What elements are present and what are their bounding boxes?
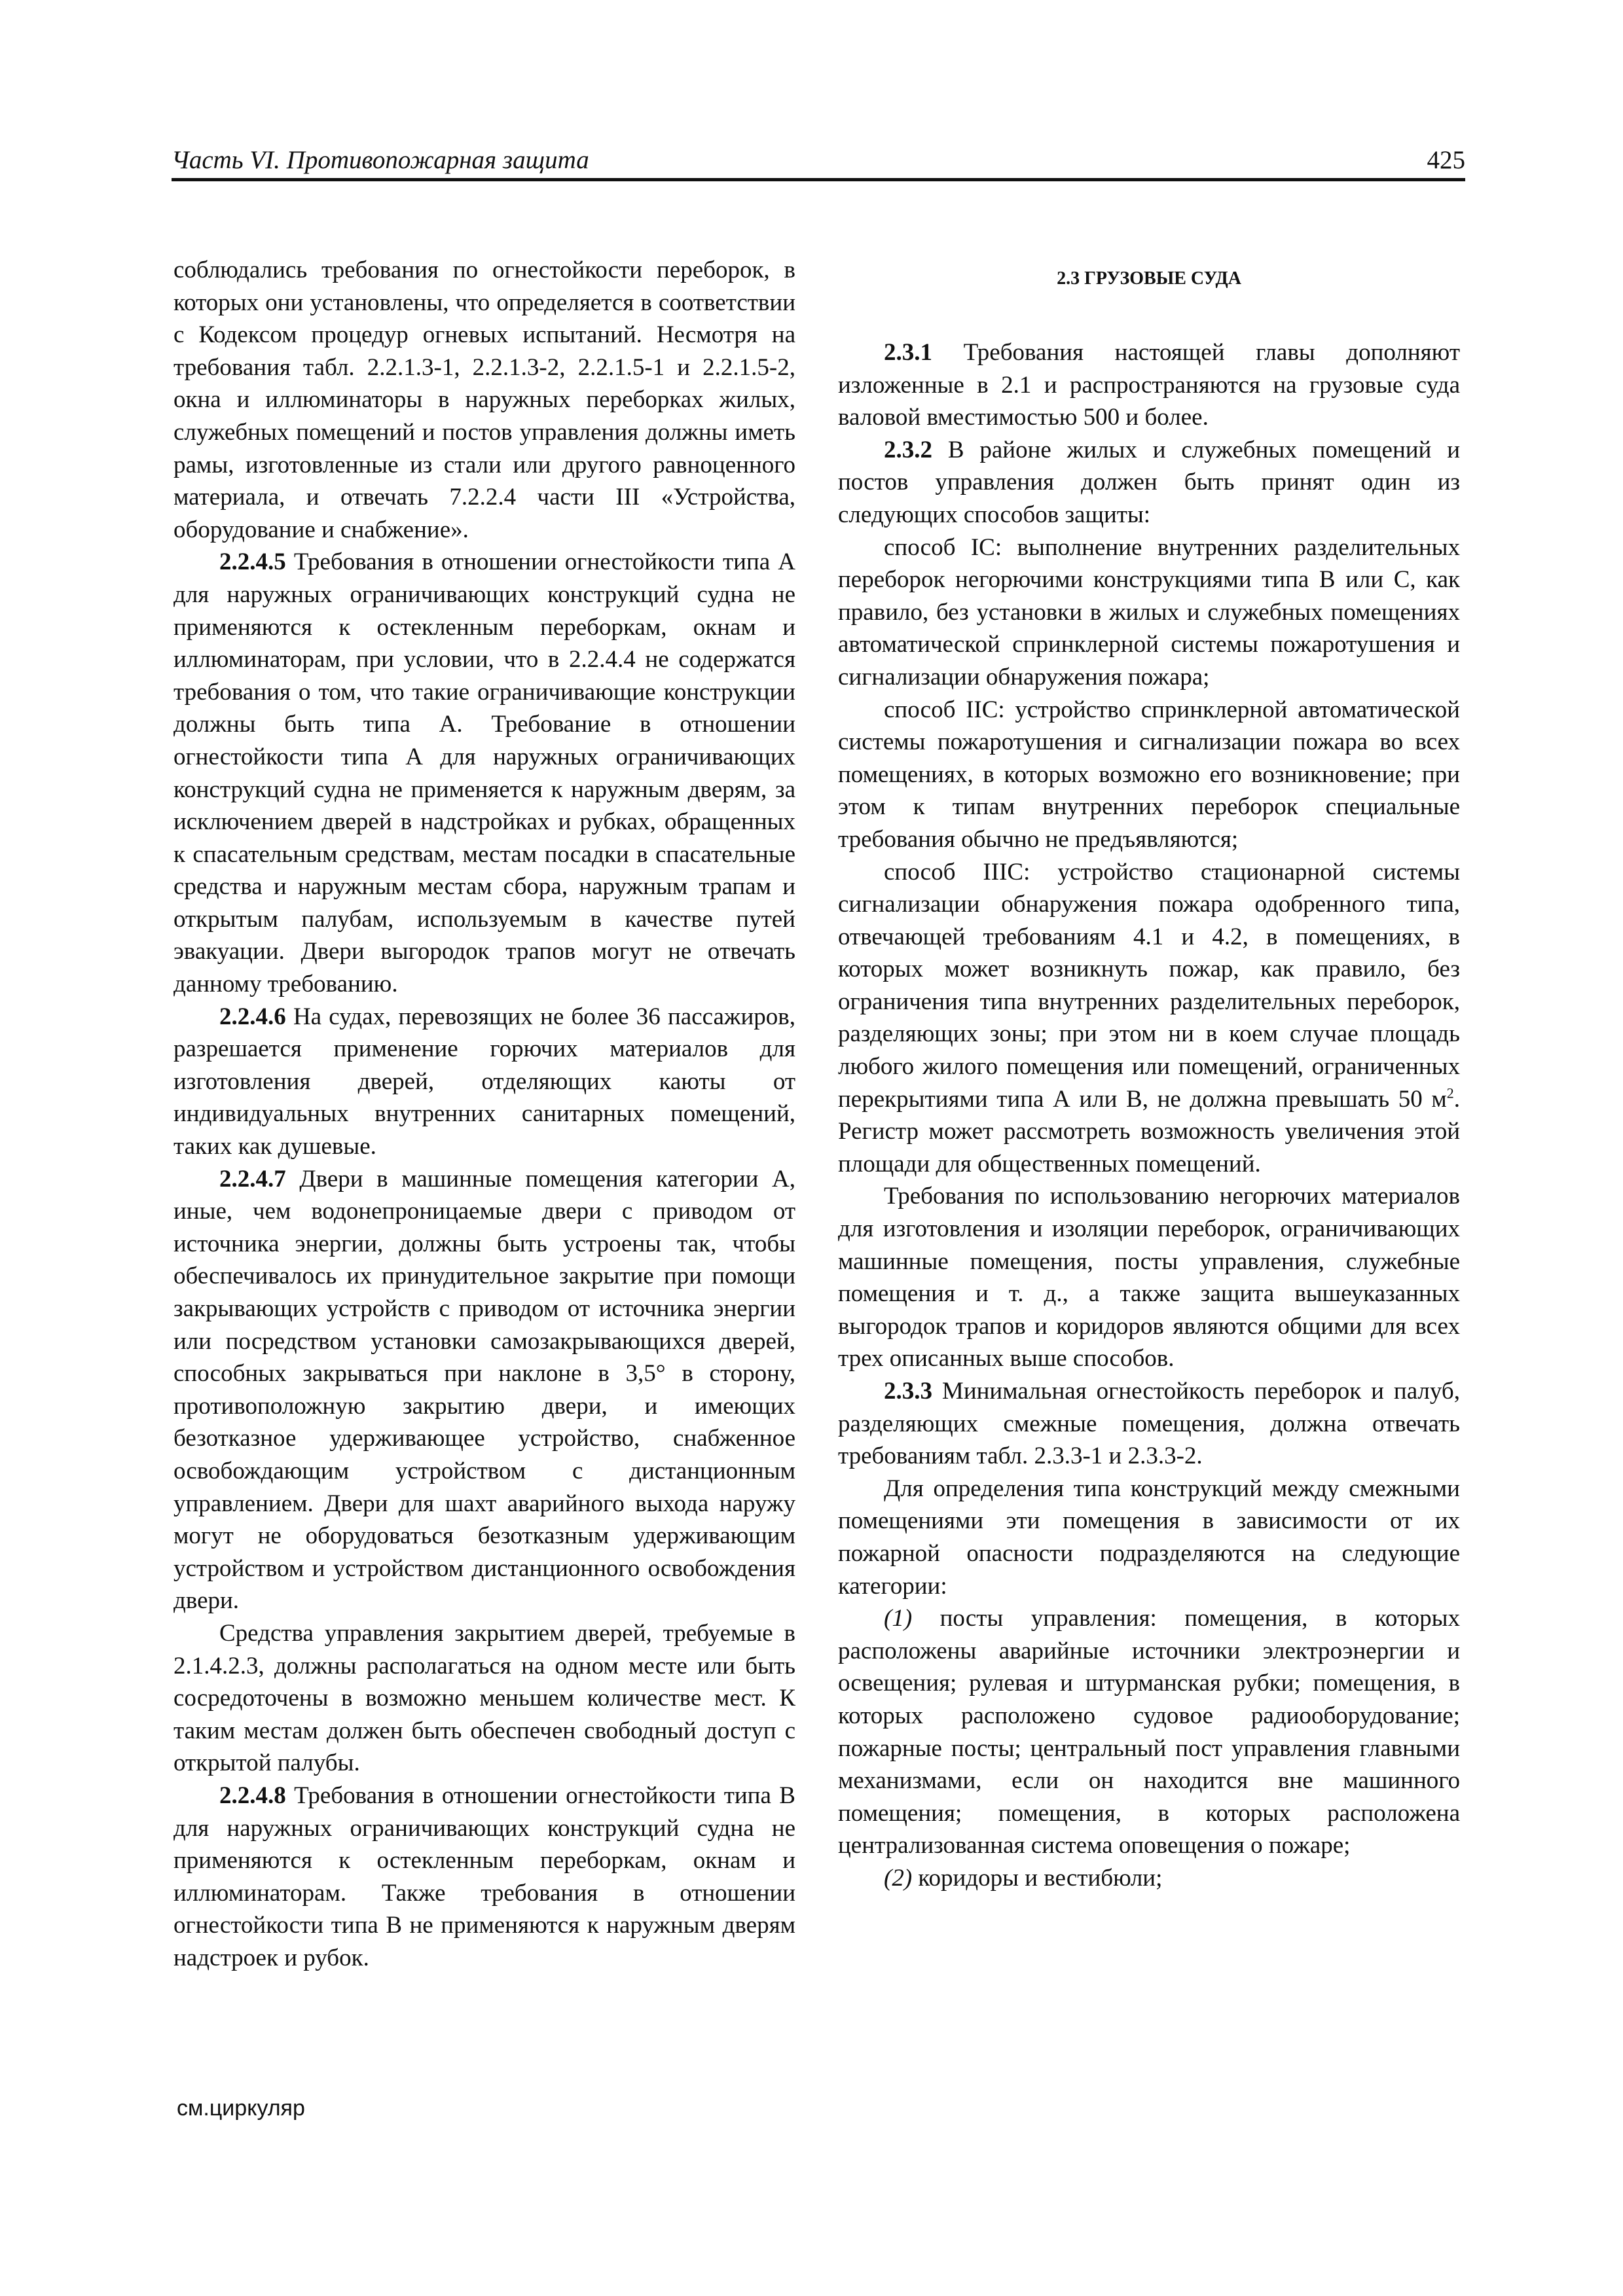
clause-2.2.4.6: 2.2.4.6 На судах, перевозящих не более 36 пассажиров, разрешается применение горючих материалов для изготовления дверей, отделяющих каюты от индивидуальных внутренних санитарных помещений, таких как душевые. bbox=[173, 1003, 795, 1160]
item-number: (2) bbox=[884, 1864, 913, 1892]
paragraph: Требования по использованию негорючих материалов для изготовления и изоляции переборок, ограничивающих машинные помещения, посты управления, служебные помещения и т. д., а также защита вышеуказанных выгородок трапов и коридоров являются общими для всех трех описанных выше способов. bbox=[838, 1183, 1460, 1372]
paragraph: Для определения типа конструкций между смежными помещениями эти помещения в зависимости от их пожарной опасности подразделяются на следующие категории: bbox=[838, 1475, 1460, 1600]
category-1: (1) посты управления: помещения, в которых расположены аварийные источники электроэнергии и освещения; рулевая и штурманская рубки; помещения, в которых расположено судовое радиооборудование; пожарные посты; центральный пост управления главными механизмами, если он находится вне машинного помещения; помещения, в которых расположена централизованная система оповещения о пожаре; bbox=[838, 1605, 1460, 1859]
page-number: 425 bbox=[1427, 146, 1465, 174]
item-number: (1) bbox=[884, 1605, 913, 1632]
clause-2.3.1: 2.3.1 Требования настоящей главы дополняют изложенные в 2.1 и распространяются на грузовые суда валовой вместимостью 500 и более. bbox=[838, 339, 1460, 431]
right-column bbox=[838, 254, 1460, 1895]
running-header bbox=[172, 143, 1465, 181]
method-ic: способ IC: выполнение внутренних разделительных переборок негорючими конструкциями типа В или С, как правило, без установки в жилых и служебных помещениях автоматической спринклерной системы пожаротушения и сигнализации обнаружения пожара; bbox=[838, 533, 1460, 691]
clause-2.2.4.7: 2.2.4.7 Двери в машинные помещения категории А, иные, чем водонепроницаемые двери с приводом от источника энергии, должны быть устроены так, чтобы обеспечивалось их принудительное закрытие при помощи закрывающих устройств с приводом от источника энергии или посредством установки самозакрывающихся дверей, способных закрываться при наклоне в 3,5° в сторону, противоположную закрытию двери, и имеющих безотказное удерживающее устройство, снабженное освобождающим устройством с дистанционным управлением. Двери для шахт аварийного выхода наружу могут не оборудоваться безотказным удерживающим устройством и устройством дистанционного освобождения двери. bbox=[173, 1165, 795, 1615]
method-iic: способ IIC: устройство спринклерной автоматической системы пожаротушения и сигнализации пожара во всех помещениях, в которых возможно его возникновение; при этом к типам внутренних переборок специальные требования обычно не предъявляются; bbox=[838, 696, 1460, 853]
left-column bbox=[173, 254, 795, 1974]
clause-number: 2.2.4.8 bbox=[219, 1782, 286, 1809]
paragraph: Средства управления закрытием дверей, требуемые в 2.1.4.2.3, должны располагаться на одном месте или быть сосредоточены в возможно меньшем количестве мест. К таким местам должен быть обеспечен свободный доступ с открытой палубы. bbox=[173, 1619, 795, 1777]
method-iiic: способ IIIC: устройство стационарной системы сигнализации обнаружения пожара одобренного типа, отвечающей требованиям 4.1 и 4.2, в помещениях, в которых может возникнуть пожар, как правило, без ограничения типа внутренних разделительных переборок, разделяющих зоны; при этом ни в коем случае площадь любого жилого помещения или помещений, ограниченных перекрытиями типа А или В, не должна превышать 50 $м^2$. Регистр может рассмотреть возможность увеличения этой площади для общественных помещений. bbox=[838, 858, 1460, 1177]
footnote-link[interactable]: см.циркуляр bbox=[177, 2096, 305, 2121]
section-title: 2.3 ГРУЗОВЫЕ СУДА bbox=[1057, 268, 1241, 289]
clause-2.2.4.5: 2.2.4.5 Требования в отношении огнестойкости типа А для наружных ограничивающих конструкций судна не применяются к остекленным переборкам, окнам и иллюминаторам, при условии, что в 2.2.4.4 не содержатся требования о том, что такие ограничивающие конструкции должны быть типа А. Требование в отношении огнестойкости типа А для наружных ограничивающих конструкций судна не применяется к наружным дверям, за исключением дверей в надстройках и рубках, обращенных к спасательным средствам, местам посадки в спасательные средства и наружным местам сбора, наружным трапам и открытым палубам, используемым в качестве путей эвакуации. Двери выгородок трапов могут не отвечать данному требованию. bbox=[173, 548, 795, 998]
clause-2.3.2: 2.3.2 В районе жилых и служебных помещений и постов управления должен быть принят один из следующих способов защиты: bbox=[838, 436, 1460, 528]
clause-number: 2.2.4.6 bbox=[219, 1003, 286, 1030]
clause-2.2.4.8: 2.2.4.8 Требования в отношении огнестойкости типа В для наружных ограничивающих конструкций судна не применяются к остекленным переборкам, окнам и иллюминаторам. Также требования в отношении огнестойкости типа В не применяются к наружным дверям надстроек и рубок. bbox=[173, 1782, 795, 1971]
clause-number: 2.3.3 bbox=[884, 1378, 932, 1405]
clause-number: 2.2.4.5 bbox=[219, 548, 286, 576]
paragraph: соблюдались требования по огнестойкости переборок, в которых они установлены, что определяется в соответствии с Кодексом процедур огневых испытаний. Несмотря на требования табл. 2.2.1.3-1, 2.2.1.3-2, 2.2.1.5-1 и 2.2.1.5-2, окна и иллюминаторы в наружных переборках жилых, служебных помещений и постов управления должны иметь рамы, изготовленные из стали или другого равноценного материала, и отвечать 7.2.2.4 части III «Устройства, оборудование и снабжение». bbox=[173, 257, 795, 543]
clause-number: 2.2.4.7 bbox=[219, 1165, 286, 1193]
clause-number: 2.3.1 bbox=[884, 339, 932, 366]
clause-number: 2.3.2 bbox=[884, 436, 932, 463]
clause-2.3.3: 2.3.3 Минимальная огнестойкость переборок и палуб, разделяющих смежные помещения, должна отвечать требованиям табл. 2.3.3-1 и 2.3.3-2. bbox=[838, 1378, 1460, 1470]
part-title: Часть VI. Противопожарная защита bbox=[172, 146, 589, 174]
category-2: (2) коридоры и вестибюли; bbox=[884, 1864, 1163, 1892]
